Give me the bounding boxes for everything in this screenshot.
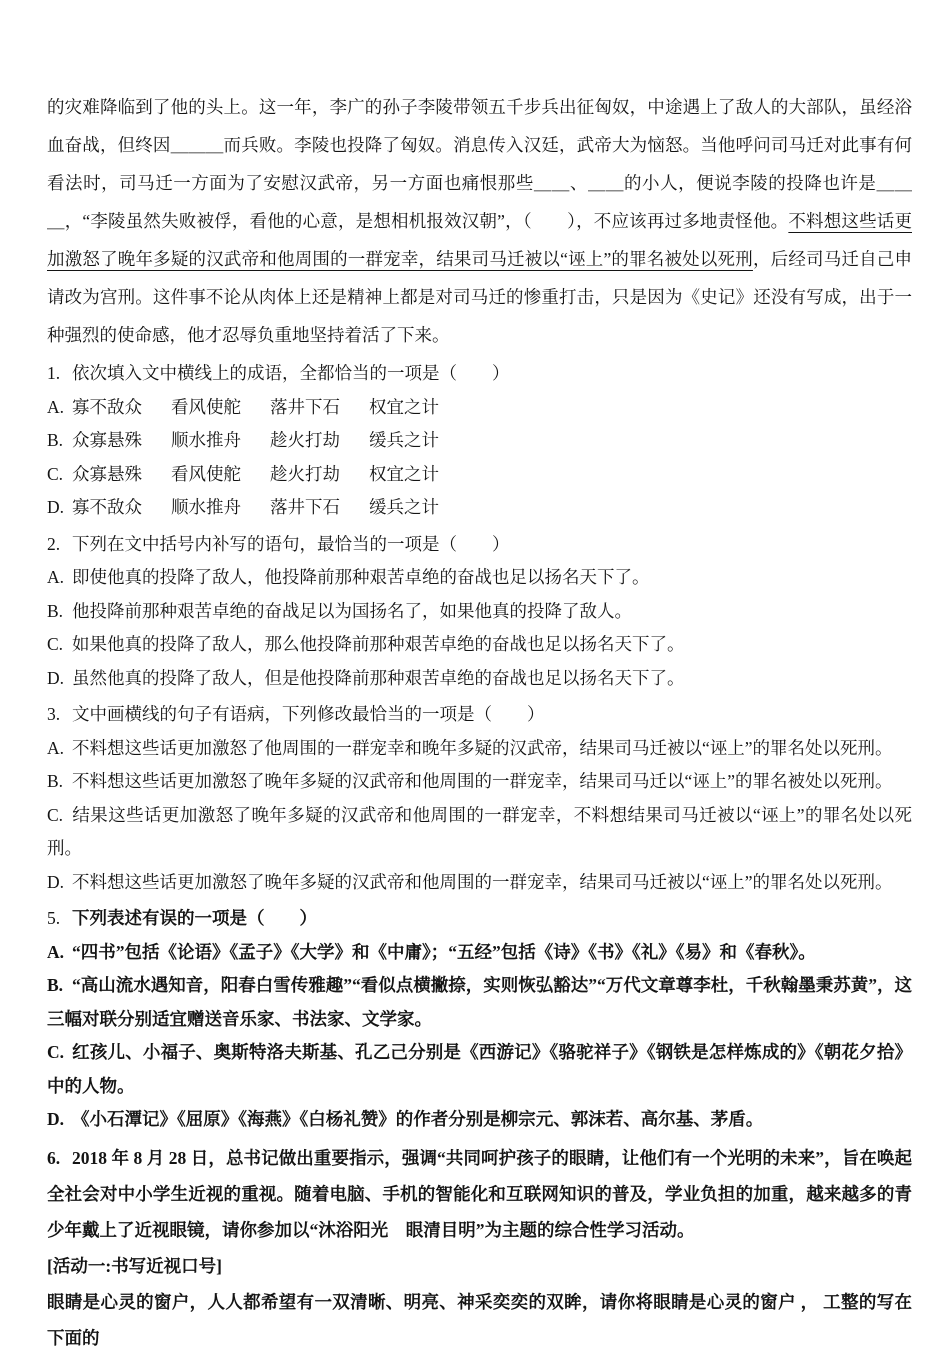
idiom-text: 看风使舵 [171,396,241,417]
idiom-text: 趁火打劫 [270,463,340,484]
option-label: D. [47,1109,65,1129]
option-label: B. [47,600,64,621]
idiom-text: 落井下石 [270,396,340,417]
idiom-text: 寡不敌众 [72,396,142,417]
idiom-text: 缓兵之计 [369,497,439,517]
question-number: 3. [47,704,61,724]
question-1-option-b [47,424,912,458]
question-number: 5. [47,908,61,928]
question-3-title [47,698,912,732]
question-5 [47,902,912,1137]
idiom-text: 众寡悬殊 [72,463,142,484]
idiom-text: 看风使舵 [171,463,241,484]
option-text: 虽然他真的投降了敌人，但是他投降前那种艰苦卓绝的奋战也足以扬名天下了。 [72,667,685,688]
intro-paragraph [47,88,912,354]
intro-text-before: 的灾难降临到了他的头上。这一年，李广的孙子李陵带领五千步兵出征匈奴，中途遇上了敌人的大部队，虽经浴血奋战，但终因＿＿＿而兵败。李陵也投降了匈奴。消息传入汉廷，武帝大为恼怒。当他呼问司马迁对此事有何看法时，司马迁一方面为了安慰汉武帝，另一方面也痛恨那些＿＿、＿＿的小人，便说李陵的投降也许是＿＿＿，“李陵虽然失败被俘，看他的心意，是想相机报效汉朝”，（ ），不应该再过多地责怪他。 [47,97,912,231]
option-text: 结果这些话更加激怒了晚年多疑的汉武帝和他周围的一群宠幸，不料想结果司马迁被以“诬上”的罪名处以死刑。 [47,804,912,858]
activity-instruction-text: 眼睛是心灵的窗户，人人都希望有一双清晰、明亮、神采奕奕的双眸，请你将眼睛是心灵的窗户 ， 工整的写在下面的 [47,1291,912,1348]
question-number: 1. [47,363,61,383]
question-3-option-d [47,866,912,900]
activity-instruction [47,1284,912,1356]
idiom-text: 缓兵之计 [369,430,439,450]
option-label: A. [47,567,65,587]
question-2-option-a [47,561,912,595]
question-1-title [47,357,912,391]
option-text: 《小石潭记》《屈原》《海燕》《白杨礼赞》的作者分别是柳宗元、郭沫若、高尔基、茅盾。 [72,1109,764,1129]
idiom-text: 顺水推舟 [171,497,241,517]
question-title-text: 依次填入文中横线上的成语，全都恰当的一项是（ ） [72,363,510,383]
option-label: C. [47,1042,65,1062]
option-label: B. [47,430,64,450]
intro-text-after: ，后经司马迁自己申请改为宫刑。这件事不论从肉体上还是精神上都是对司马迁的惨重打击，只是因为《史记》还没有写成，出于一种强烈的使命感，他才忍辱负重地坚持着活了下来。 [47,249,912,345]
question-3 [47,698,912,899]
option-text: “高山流水遇知音，阳春白雪传雅趣”“看似点横撇捺，实则恢弘豁达”“万代文章尊李杜，千秋翰墨秉苏黄”，这三幅对联分别适宜赠送音乐家、书法家、文学家。 [47,975,912,1029]
idiom-text: 顺水推舟 [171,430,241,450]
option-text: 他投降前那种艰苦卓绝的奋战足以为国扬名了，如果他真的投降了敌人。 [72,600,632,621]
question-body-text: 2018 年 8 月 28 日，总书记做出重要指示，强调“共同呵护孩子的眼睛，让他们有一个光明的未来”，旨在唤起全社会对中小学生近视的重视。随着电脑、手机的智能化和互联网知识的普及，学业负担的加重，越来越多的青少年戴上了近视眼镜，请你参加以“沐浴阳光 眼清目明”为主题的综合性学习活动。 [47,1147,912,1240]
question-number: 6. [47,1147,61,1168]
question-6 [47,1140,912,1356]
idiom-text: 寡不敌众 [72,497,142,517]
option-label: D. [47,497,65,517]
question-3-option-c [47,799,912,866]
question-5-option-b [47,969,912,1036]
underlined-sentence: 不料想这些话更加激怒了晚年多疑的汉武帝和他周围的一群宠幸，结果司马迁被以“诬上”的罪名被处以死刑 [47,211,912,269]
question-2 [47,528,912,696]
option-text: “四书”包括《论语》《孟子》《大学》和《中庸》；“五经”包括《诗》《书》《礼》《易》和《春秋》。 [72,941,816,962]
activity-header [47,1248,912,1284]
option-label: D. [47,667,65,688]
option-label: A. [47,941,65,962]
option-label: C. [47,634,64,654]
idiom-text: 落井下石 [270,497,340,517]
question-1-option-c [47,458,912,492]
question-5-option-a [47,936,912,970]
question-title-text: 文中画横线的句子有语病，下列修改最恰当的一项是（ ） [72,704,545,724]
question-3-option-b [47,765,912,799]
option-text: 即使他真的投降了敌人，他投降前那种艰苦卓绝的奋战也足以扬名天下了。 [72,567,650,587]
option-text: 红孩儿、小福子、奥斯特洛夫斯基、孔乙己分别是《西游记》《骆驼祥子》《钢铁是怎样炼成的》《朝花夕拾》中的人物。 [47,1042,912,1096]
question-1-option-d [47,491,912,525]
question-3-option-a [47,732,912,766]
option-label: A. [47,737,65,758]
idiom-text: 权宜之计 [369,463,439,484]
option-label: A. [47,396,65,417]
option-text: 不料想这些话更加激怒了他周围的一群宠幸和晚年多疑的汉武帝，结果司马迁被以“诬上”的罪名处以死刑。 [72,737,893,758]
option-text: 如果他真的投降了敌人，那么他投降前那种艰苦卓绝的奋战也足以扬名天下了。 [72,634,685,654]
question-1-option-a [47,391,912,425]
question-2-option-b [47,595,912,629]
question-title-text: 下列表述有误的一项是（ ） [72,908,317,928]
option-label: B. [47,975,64,995]
option-text: 不料想这些话更加激怒了晚年多疑的汉武帝和他周围的一群宠幸，结果司马迁被以“诬上”的罪名处以死刑。 [72,871,893,892]
idiom-text: 趁火打劫 [270,430,340,450]
option-label: B. [47,771,64,791]
option-label: C. [47,804,64,825]
idiom-text: 权宜之计 [369,396,439,417]
question-2-title [47,528,912,562]
question-2-option-c [47,628,912,662]
activity-header-text: [活动一:书写近视口号] [47,1255,222,1276]
option-text: 不料想这些话更加激怒了晚年多疑的汉武帝和他周围的一群宠幸，结果司马迁以“诬上”的罪名被处以死刑。 [72,771,893,791]
question-5-option-d [47,1103,912,1137]
question-5-option-c [47,1036,912,1103]
option-label: C. [47,463,64,484]
option-label: D. [47,871,65,892]
question-title-text: 下列在文中括号内补写的语句，最恰当的一项是（ ） [72,533,510,554]
question-number: 2. [47,533,61,554]
question-6-text [47,1140,912,1248]
question-1 [47,357,912,525]
question-5-title [47,902,912,936]
question-2-option-d [47,662,912,696]
idiom-text: 众寡悬殊 [72,430,142,450]
